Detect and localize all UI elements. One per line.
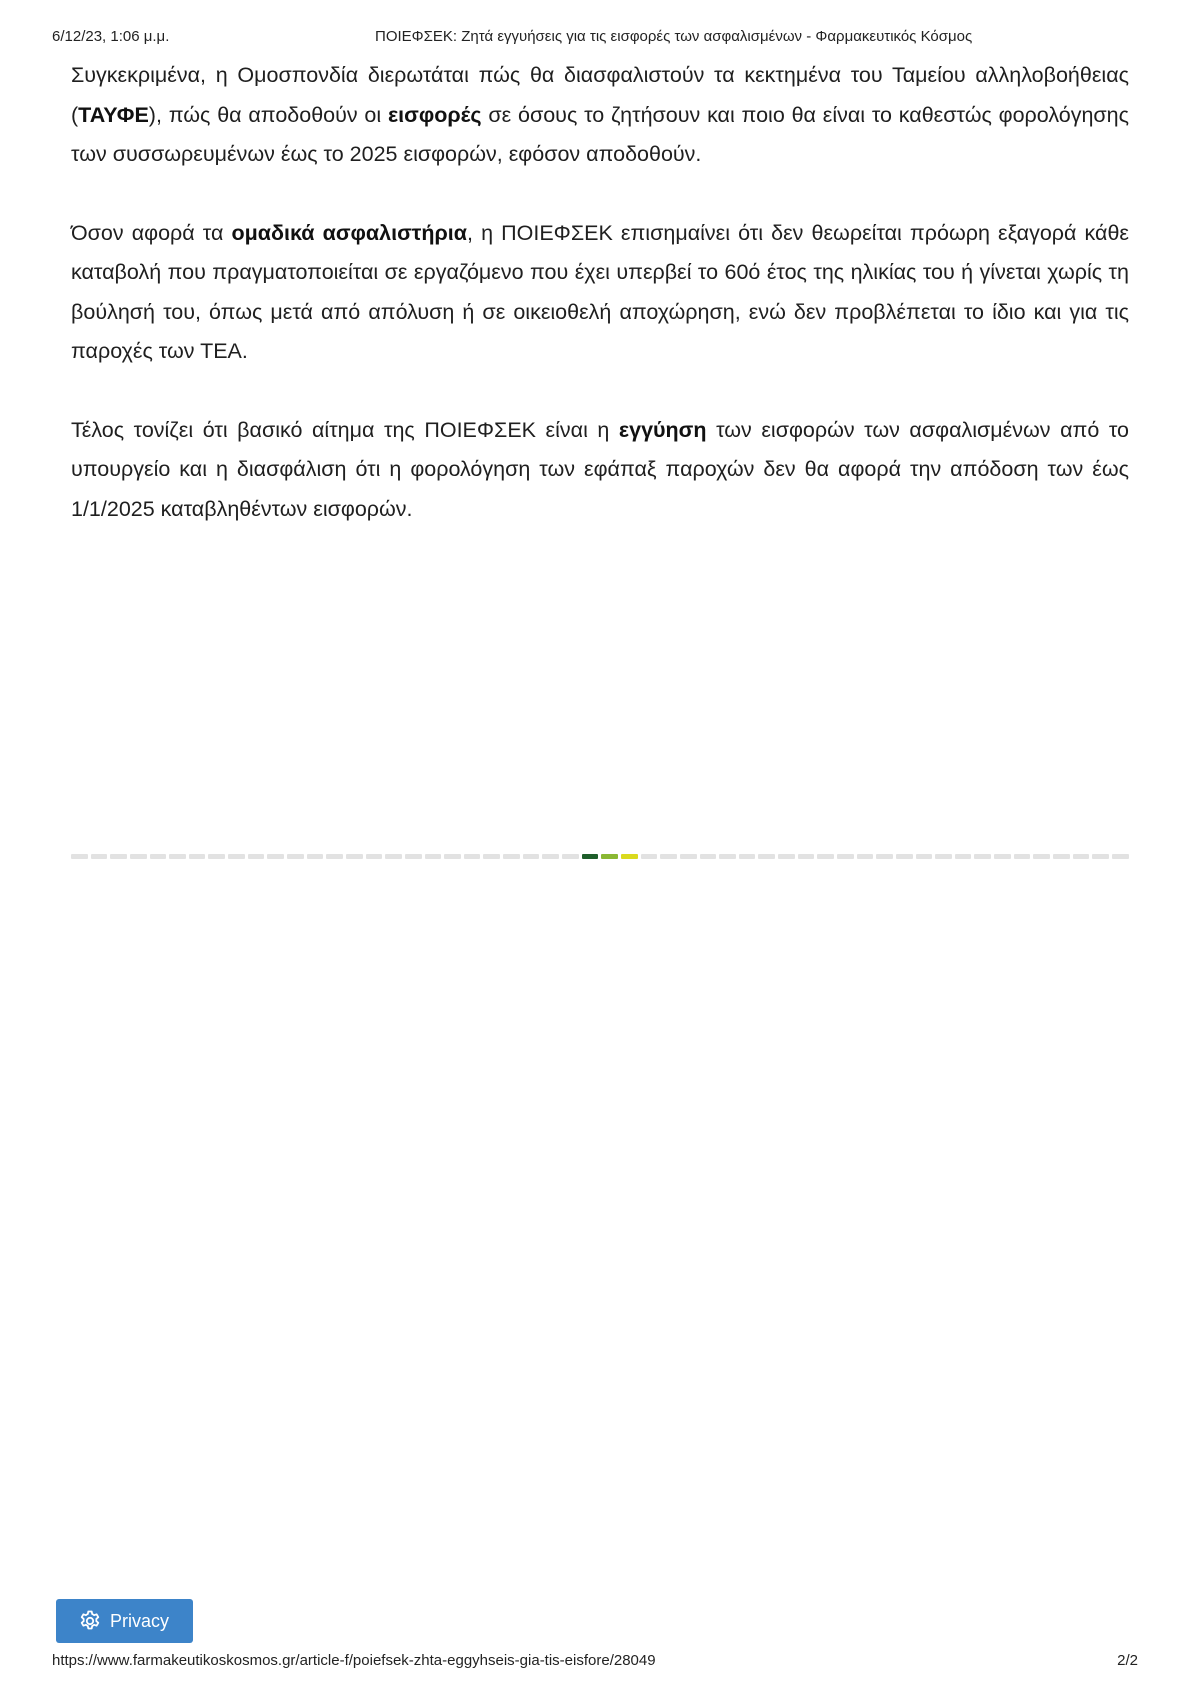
progress-segment — [896, 854, 913, 859]
progress-segment — [798, 854, 815, 859]
progress-segment — [307, 854, 324, 859]
progress-segment — [464, 854, 481, 859]
progress-segment — [523, 854, 540, 859]
progress-segment — [1092, 854, 1109, 859]
progress-segment — [130, 854, 147, 859]
progress-segment — [483, 854, 500, 859]
privacy-button[interactable] — [56, 1599, 193, 1643]
progress-segment — [366, 854, 383, 859]
progress-segment — [150, 854, 167, 859]
progress-segment — [110, 854, 127, 859]
progress-segment — [700, 854, 717, 859]
print-page-number: 2/2 — [1117, 1652, 1138, 1669]
print-date: 6/12/23, 1:06 μ.μ. — [52, 28, 170, 45]
progress-segment — [326, 854, 343, 859]
bold-term-eggyisi: εγγύηση — [618, 417, 707, 442]
progress-segment — [837, 854, 854, 859]
progress-segment — [974, 854, 991, 859]
progress-segment — [346, 854, 363, 859]
progress-segment — [817, 854, 834, 859]
paragraph-text: σε όσους το ζητήσουν και ποιο θα είναι το καθεστώς φορολόγησης των συσσωρευμένων έως το 2025 εισφορών, εφόσον αποδοθούν. — [71, 102, 1130, 166]
print-page-title: ΠΟΙΕΦΣΕΚ: Ζητά εγγυήσεις για τις εισφορές των ασφαλισμένων - Φαρμακευτικός Κόσμος — [375, 28, 973, 45]
print-header — [52, 28, 1138, 50]
paragraph-text: , η ΠΟΙΕΦΣΕΚ επισημαίνει ότι δεν θεωρείται πρόωρη εξαγορά κάθε καταβολή που πραγματοποιείται σε εργαζόμενο που έχει υπερβεί το 60ό έτος της ηλικίας του ή γίνεται χωρίς τη βούλησή του, όπως μετά από απόλυση ή σε οικειοθελή αποχώρηση, ενώ δεν προβλέπεται το ίδιο και για τις παροχές των ΤΕΑ. — [71, 220, 1129, 363]
progress-segment — [739, 854, 756, 859]
progress-segment — [857, 854, 874, 859]
progress-divider — [71, 854, 1129, 859]
progress-segment — [641, 854, 658, 859]
progress-segment — [1073, 854, 1090, 859]
progress-segment — [1053, 854, 1070, 859]
paragraph-text: Συγκεκριμένα, η Ομοσπονδία διερωτάται πώς θα διασφαλιστούν τα κεκτημένα του Ταμείου αλληλοβοήθειας ( — [71, 63, 1129, 127]
progress-segment-active — [582, 854, 599, 859]
article-paragraph — [71, 214, 1129, 372]
progress-segment — [935, 854, 952, 859]
progress-segment — [994, 854, 1011, 859]
progress-segment — [189, 854, 206, 859]
progress-segment — [169, 854, 186, 859]
progress-segment-active — [621, 854, 638, 859]
bold-term-omadika: ομαδικά ασφαλιστήρια — [231, 220, 467, 245]
progress-segment — [1112, 854, 1129, 859]
progress-segment — [758, 854, 775, 859]
progress-segment — [405, 854, 422, 859]
article-paragraph — [71, 411, 1129, 530]
paragraph-text: των εισφορών των ασφαλισμένων από το υπουργείο και η διασφάλιση ότι η φορολόγηση των εφάπαξ παροχών δεν θα αφορά την απόδοση των έως 1/1/2025 καταβληθέντων εισφορών. — [71, 417, 1129, 521]
progress-segment — [680, 854, 697, 859]
progress-segment — [385, 854, 402, 859]
progress-segment — [425, 854, 442, 859]
progress-segment — [444, 854, 461, 859]
progress-segment — [228, 854, 245, 859]
bold-term-tayfe: ΤΑΥΦΕ — [78, 102, 149, 127]
privacy-button-label: Privacy — [110, 1610, 170, 1631]
progress-segment — [1033, 854, 1050, 859]
progress-segment — [876, 854, 893, 859]
progress-segment — [916, 854, 933, 859]
progress-segment — [267, 854, 284, 859]
progress-segment-active — [601, 854, 618, 859]
paragraph-text: Τέλος τονίζει ότι βασικό αίτημα της ΠΟΙΕΦΣΕΚ είναι η — [71, 417, 619, 442]
progress-segment — [71, 854, 88, 859]
progress-segment — [719, 854, 736, 859]
progress-segment — [91, 854, 108, 859]
progress-segment — [562, 854, 579, 859]
print-url: https://www.farmakeutikoskosmos.gr/article-f/poiefsek-zhta-eggyhseis-gia-tis-eisfore/28049 — [52, 1652, 656, 1669]
progress-segment — [248, 854, 265, 859]
bold-term-eisfores: εισφορές — [387, 102, 482, 127]
progress-segment — [287, 854, 304, 859]
gear-icon — [78, 1609, 102, 1633]
paragraph-text: ), πώς θα αποδοθούν οι — [148, 102, 388, 127]
progress-segment — [660, 854, 677, 859]
progress-segment — [955, 854, 972, 859]
progress-segment — [1014, 854, 1031, 859]
progress-segment — [542, 854, 559, 859]
article-body — [71, 56, 1129, 568]
print-footer — [52, 1652, 1138, 1674]
progress-segment — [778, 854, 795, 859]
paragraph-text: Όσον αφορά τα — [71, 220, 232, 245]
progress-segment — [503, 854, 520, 859]
article-paragraph — [71, 56, 1129, 175]
progress-segment — [208, 854, 225, 859]
